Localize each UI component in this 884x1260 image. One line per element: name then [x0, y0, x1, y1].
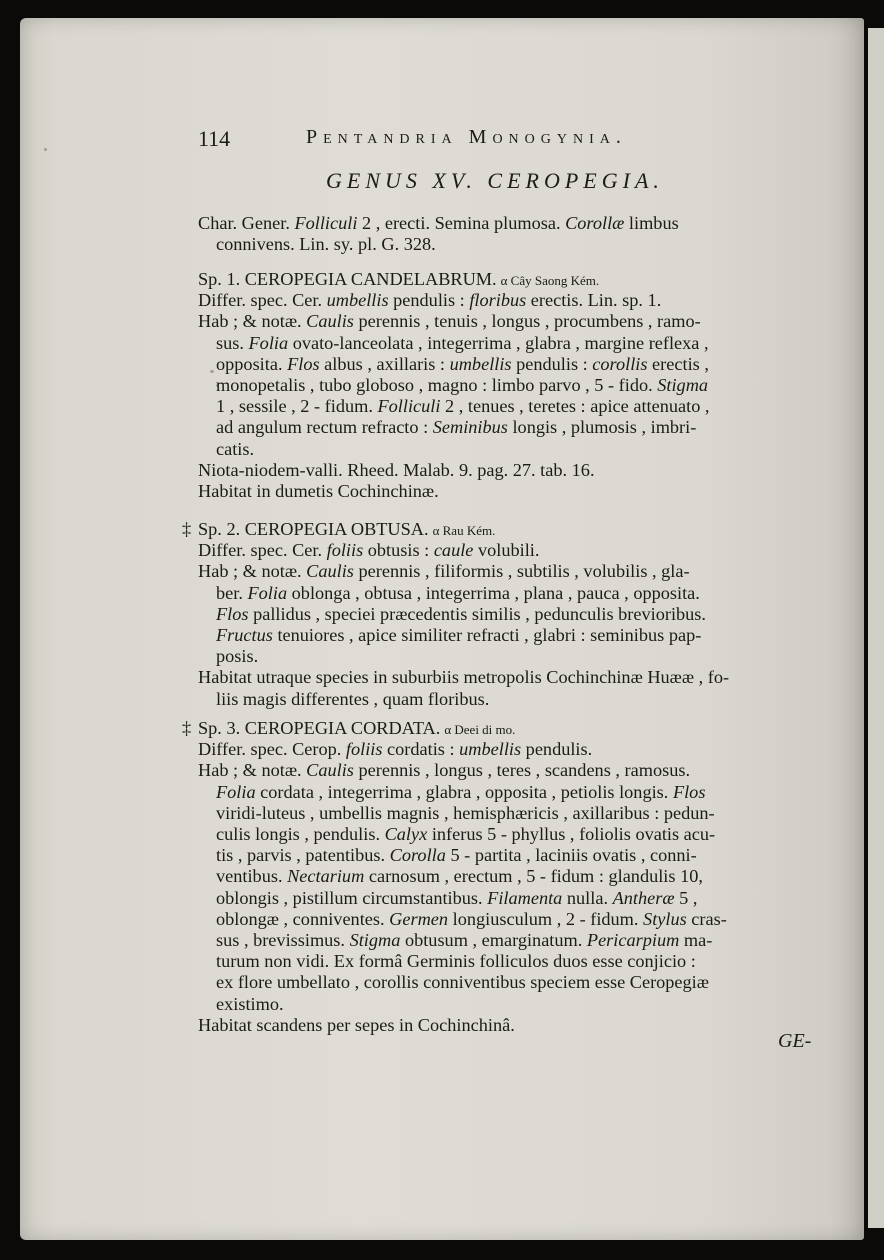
species-1-line	[216, 332, 709, 354]
text-run: culis longis , pendulis.	[216, 824, 385, 844]
text-run: ma-	[679, 930, 713, 950]
italic-term: Pericarpium	[586, 930, 680, 950]
italic-term: Nectarium	[287, 866, 365, 887]
italic-term: Stigma	[657, 375, 709, 395]
italic-term: Folliculi	[294, 213, 358, 233]
italic-term: Caulis	[306, 311, 354, 332]
species-2-line	[198, 539, 539, 561]
text-run: Sp. 3. CEROPEGIA CORDATA.	[198, 718, 441, 738]
species-3-line	[198, 738, 592, 760]
genus-character-line	[198, 212, 679, 234]
species-1-line	[198, 289, 661, 311]
text-run: oblongæ , conniventes.	[216, 908, 390, 929]
text-run: perennis , filiformis , subtilis , volubilis , gla-	[353, 561, 690, 582]
text-run: ad angulum rectum refracto :	[216, 417, 433, 438]
italic-term: Folia	[247, 582, 288, 603]
text-run: ovato-lanceolata , integerrima , glabra , margine reflexa ,	[288, 332, 709, 353]
species-2-line	[216, 582, 700, 604]
text-run: cras-	[686, 908, 727, 929]
text-run: albus , axillaris :	[319, 353, 450, 374]
species-3-line	[216, 887, 697, 909]
italic-term: umbellis	[459, 739, 522, 760]
species-1-line	[216, 374, 708, 396]
italic-term: Antheræ	[612, 887, 675, 908]
text-run: Differ. spec. Cerop.	[198, 739, 346, 760]
text-run: connivens. Lin. sy. pl. G. 328.	[216, 234, 436, 255]
italic-term: corollis	[592, 353, 648, 374]
text-run: erectis. Lin. sp. 1.	[526, 290, 662, 311]
text-run: Differ. spec. Cer.	[198, 290, 327, 311]
species-3-line	[216, 971, 709, 993]
text-run: pendulis.	[521, 739, 593, 760]
species-2-line	[198, 560, 690, 582]
species-1-line	[198, 480, 439, 502]
text-run: limbus	[624, 213, 679, 233]
text-run: pallidus , speciei præcedentis similis , pedunculis brevioribus.	[248, 603, 706, 624]
page-speck	[44, 148, 47, 151]
italic-term: foliis	[345, 739, 383, 760]
text-run: Char. Gener.	[198, 213, 295, 233]
species-3-line	[216, 908, 727, 930]
text-run: pendulis :	[511, 353, 593, 374]
text-run: 5 ,	[674, 887, 698, 908]
text-run: 2 , tenues , teretes : apice attenuato ,	[440, 396, 710, 417]
vernacular-name: α Cây Saong Kém.	[500, 273, 600, 288]
text-run: Differ. spec. Cer.	[198, 540, 327, 561]
text-run: obtusis :	[363, 540, 434, 561]
species-3-line	[216, 802, 715, 824]
text-run: erectis ,	[647, 353, 709, 374]
italic-term: Caulis	[306, 760, 354, 781]
italic-term: Stigma	[349, 930, 401, 950]
italic-term: Folia	[216, 781, 256, 802]
italic-term: Folia	[248, 332, 289, 353]
dagger-mark: ‡	[182, 718, 192, 738]
text-run: sus , brevissimus.	[216, 930, 350, 950]
text-run: Niota-niodem-valli. Rheed. Malab. 9. pag. 27. tab. 16.	[198, 459, 595, 480]
species-3-line	[198, 759, 690, 781]
species-2-line	[216, 624, 701, 646]
adjacent-page-edge	[868, 28, 884, 1228]
running-head: Pentandria Monogynia.	[306, 126, 627, 148]
italic-term: Caulis	[306, 561, 354, 582]
genus-heading: GENUS XV. CEROPEGIA.	[326, 168, 664, 193]
text-run: catis.	[216, 438, 255, 459]
italic-term: Corolla	[389, 845, 446, 866]
text-run: carnosum , erectum , 5 - fidum : glandulis 10,	[364, 866, 703, 887]
species-1-line	[216, 353, 709, 375]
text-run: cordata , integerrima , glabra , opposita , petiolis longis.	[255, 781, 673, 802]
text-run: viridi-luteus , umbellis magnis , hemisphæricis , axillaribus : pedun-	[216, 802, 715, 823]
genus-character-line	[216, 233, 436, 255]
italic-term: Filamenta	[487, 887, 563, 908]
italic-term: Flos	[287, 353, 320, 374]
text-run: 2 , erecti. Semina plumosa.	[357, 213, 566, 233]
species-3-line	[216, 844, 697, 866]
species-3-line	[216, 865, 703, 887]
text-run: Habitat utraque species in suburbiis metropolis Cochinchinæ Huææ , fo-	[198, 667, 730, 688]
species-1-line	[198, 459, 595, 481]
italic-term: Flos	[216, 603, 249, 624]
text-run: monopetalis , tubo globoso , magno : limbo parvo , 5 - fido.	[216, 375, 658, 395]
text-run: oblonga , obtusa , integerrima , plana , pauca , opposita.	[287, 582, 700, 603]
italic-term: Fructus	[216, 625, 273, 645]
species-3-line	[216, 929, 712, 951]
species-3-line	[216, 781, 705, 803]
species-1-line	[216, 438, 254, 460]
text-run: sus.	[216, 332, 249, 353]
text-run: Sp. 1. CEROPEGIA CANDELABRUM.	[198, 269, 497, 289]
species-2-line	[216, 645, 258, 667]
italic-term: floribus	[469, 290, 527, 311]
text-run: Hab ; & notæ.	[198, 561, 307, 582]
page-speck	[210, 370, 214, 373]
species-2-line	[216, 603, 706, 625]
text-run: opposita.	[216, 353, 288, 374]
italic-term: Corollæ	[565, 213, 625, 233]
text-run: obtusum , emarginatum.	[400, 930, 587, 950]
text-run: pendulis :	[388, 290, 470, 311]
vernacular-name: α Rau Kém.	[432, 523, 496, 538]
italic-term: Stylus	[643, 908, 687, 929]
species-1-line	[216, 416, 696, 438]
text-run: inferus 5 - phyllus , foliolis ovatis acu-	[427, 824, 716, 844]
italic-term: foliis	[326, 540, 364, 561]
page-number: 114	[198, 126, 231, 151]
dagger-mark: ‡	[182, 519, 192, 539]
italic-term: umbellis	[326, 290, 389, 311]
text-run: posis.	[216, 646, 259, 667]
text-run: Hab ; & notæ.	[198, 311, 307, 332]
italic-term: Seminibus	[432, 417, 508, 438]
italic-term: Flos	[672, 781, 706, 802]
text-run: ber.	[216, 582, 248, 603]
text-run: longiusculum , 2 - fidum.	[448, 908, 644, 929]
text-run: Habitat scandens per sepes in Cochinchinâ.	[198, 1014, 515, 1035]
italic-term: Germen	[389, 908, 449, 929]
text-run: 1 , sessile , 2 - fidum.	[216, 396, 378, 417]
italic-term: caule	[433, 540, 474, 561]
text-run: oblongis , pistillum circumstantibus.	[216, 887, 488, 908]
species-2-line	[216, 688, 489, 710]
text-run: ex flore umbellato , corollis conniventibus speciem esse Ceropegiæ	[216, 972, 709, 993]
text-run: ventibus.	[216, 866, 288, 887]
species-3-line	[216, 823, 715, 845]
italic-term: Calyx	[384, 824, 428, 844]
text-run: liis magis differentes , quam floribus.	[216, 688, 490, 709]
text-run: longis , plumosis , imbri-	[507, 417, 697, 438]
italic-term: Folliculi	[377, 396, 441, 417]
species-3-line	[216, 993, 284, 1015]
species-2-line	[198, 666, 729, 688]
catchword: GE-	[778, 1030, 812, 1052]
text-run: nulla.	[562, 887, 613, 908]
text-run: turum non vidi. Ex formâ Germinis folliculos duos esse conjicio :	[216, 951, 696, 972]
vernacular-name: α Deei di mo.	[444, 722, 516, 737]
italic-term: umbellis	[449, 353, 512, 374]
text-run: tis , parvis , patentibus.	[216, 845, 390, 866]
text-run: perennis , tenuis , longus , procumbens , ramo-	[353, 311, 701, 332]
text-run: perennis , longus , teres , scandens , ramosus.	[353, 760, 691, 781]
species-3-line	[216, 950, 696, 972]
species-1-line	[198, 310, 701, 332]
text-run: Habitat in dumetis Cochinchinæ.	[198, 481, 439, 501]
species-1-line	[216, 395, 710, 417]
text-run: tenuiores , apice similiter refracti , glabri : seminibus pap-	[272, 625, 702, 645]
text-run: cordatis :	[382, 739, 460, 760]
text-run: Sp. 2. CEROPEGIA OBTUSA.	[198, 519, 429, 539]
text-run: Hab ; & notæ.	[198, 760, 307, 781]
species-3-line	[198, 1014, 515, 1036]
text-run: 5 - partita , laciniis ovatis , conni-	[445, 845, 697, 866]
text-run: volubili.	[473, 540, 540, 561]
text-run: existimo.	[216, 993, 284, 1014]
